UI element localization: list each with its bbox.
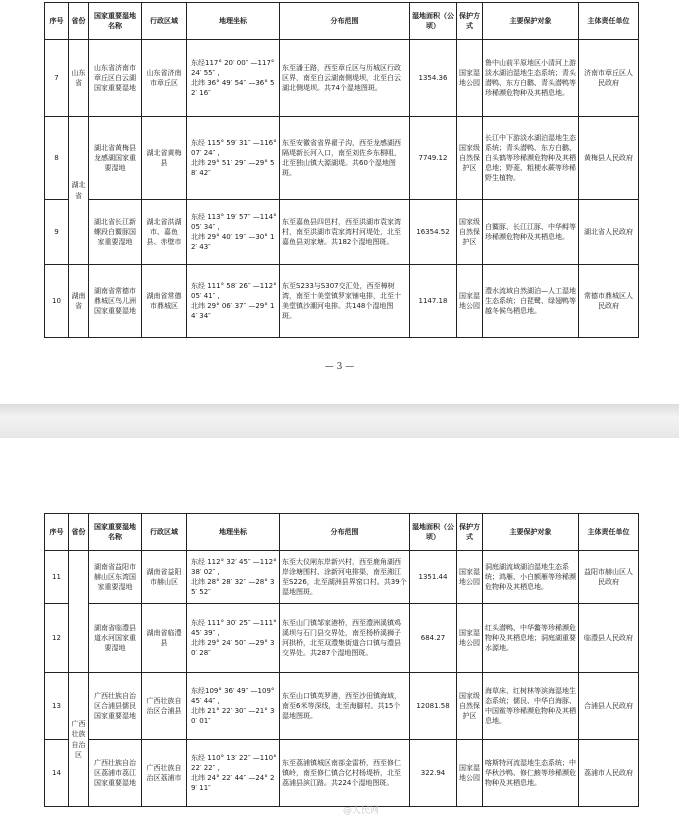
- table-row: [45, 265, 639, 338]
- cell-admin: 广西壮族自治区荔浦市: [142, 740, 187, 807]
- cell-obj: 白鱀豚、长江江豚、中华鲟等珍稀濒危物种及其栖息地。: [483, 200, 579, 265]
- cell-resp: 黄梅县人民政府: [579, 117, 639, 200]
- header-area: 湿地面积（公顷）: [410, 3, 457, 40]
- cell-protect: 国家级自然保护区: [457, 673, 483, 740]
- cell-area: 16354.52: [410, 200, 457, 265]
- header-area: 湿地面积（公顷）: [410, 514, 457, 551]
- cell-obj: 喀斯特河流湿地生态系统；中华秋沙鸭、修仁鮻等珍稀濒危物种及其栖息地。: [483, 740, 579, 807]
- cell-name: 湖南省益阳市赫山区东湾国家重要湿地: [89, 551, 142, 604]
- header-coord: 地理坐标: [187, 3, 280, 40]
- cell-protect: 国家湿地公园: [457, 40, 483, 117]
- cell-prov: 广西壮族自治区: [69, 673, 89, 807]
- cell-no: 9: [45, 200, 69, 265]
- cell-name: 湖南省临澧县道水河国家重要湿地: [89, 604, 142, 673]
- header-no: 序号: [45, 3, 69, 40]
- cell-range: 东至安徽省省界翟子沟，西至龙感湖西隔堤新长河入口，南至刘佐乡东桐咀，北至独山镇大源湖堤。共60个湿地图斑。: [280, 117, 410, 200]
- header-resp: 主体责任单位: [579, 3, 639, 40]
- cell-range: 东至嘉鱼县四邑村，西至洪湖市袁家湾村，南至洪湖市袁家湾村河堤处，北至嘉鱼县刘家塘。共182个湿地图斑。: [280, 200, 410, 265]
- header-prov: 省份: [69, 3, 89, 40]
- cell-admin: 湖北省黄梅县: [142, 117, 187, 200]
- cell-protect: 国家湿地公园: [457, 551, 483, 604]
- table-row: [45, 200, 639, 265]
- cell-admin: 湖南省益阳市赫山区: [142, 551, 187, 604]
- cell-protect: 国家湿地公园: [457, 604, 483, 673]
- cell-coord: [187, 673, 280, 740]
- cell-obj: 洞庭湖流域湖泊湿地生态系统；鸿雁、小白额雁等珍稀濒危物种及其栖息地。: [483, 551, 579, 604]
- watermark: @人民网: [342, 806, 379, 816]
- cell-coord: [187, 117, 280, 200]
- cell-coord: [187, 740, 280, 807]
- cell-range: 东至荔浦镇城区南部金雷桥，西至修仁镇岭，南至修仁镇合亿村杨堤桥，北至荔浦县滨江路。共224个湿地图斑。: [280, 740, 410, 807]
- table-row: [45, 673, 639, 740]
- cell-protect: 国家级自然保护区: [457, 117, 483, 200]
- cell-obj: 澧水流域自然湖泊—人工湿地生态系统；白琵鹭、绿翅鸭等越冬候鸟栖息地。: [483, 265, 579, 338]
- page-gap: [0, 404, 679, 438]
- cell-range: 东至山口镇英罗港，西至沙田镇海域，南至6米等深线，北至海脚村。共15个湿地图斑。: [280, 673, 410, 740]
- cell-admin: 湖南省常德市鼎城区: [142, 265, 187, 338]
- header-range: 分布范围: [280, 514, 410, 551]
- cell-coord: [187, 40, 280, 117]
- header-protect: 保护方式: [457, 514, 483, 551]
- table-row: [45, 40, 639, 117]
- cell-resp: 荔浦市人民政府: [579, 740, 639, 807]
- header-name: 国家重要湿地名称: [89, 3, 142, 40]
- cell-prov: [69, 551, 89, 673]
- cell-no: 11: [45, 551, 69, 604]
- cell-area: 12081.58: [410, 673, 457, 740]
- cell-name: 广西壮族自治区合浦县儒艮国家重要湿地: [89, 673, 142, 740]
- cell-prov: 湖北省: [69, 117, 89, 265]
- cell-no: 7: [45, 40, 69, 117]
- cell-no: 12: [45, 604, 69, 673]
- cell-prov: 山东省: [69, 40, 89, 117]
- header-no: 序号: [45, 514, 69, 551]
- cell-resp: 济南市章丘区人民政府: [579, 40, 639, 117]
- cell-resp: 临澧县人民政府: [579, 604, 639, 673]
- page-number: — 3 —: [324, 362, 355, 372]
- cell-admin: 广西壮族自治区合浦县: [142, 673, 187, 740]
- cell-area: 1354.36: [410, 40, 457, 117]
- table-row: [45, 551, 639, 604]
- cell-no: 8: [45, 117, 69, 200]
- coord-lon: 东经 113° 19′ 57″ —114° 05′ 34″ ,: [191, 212, 277, 231]
- cell-protect: 国家湿地公园: [457, 265, 483, 338]
- cell-coord: [187, 265, 280, 338]
- cell-obj: 海草床、红树林等滨海湿地生态系统；儒艮、中华白海豚、中国鲎等珍稀濒危物种及其栖息地。: [483, 673, 579, 740]
- cell-range: 东至S233与S307交汇处，西至樟树湾，南至十美堂镇罗家铺电排，北至十美堂镇沙潮河电排。共148个湿地图斑。: [280, 265, 410, 338]
- header-range: 分布范围: [280, 3, 410, 40]
- header-obj: 主要保护对象: [483, 3, 579, 40]
- coord-lat: 北纬 29° 51′ 29″ —29° 58′ 42″: [191, 159, 275, 178]
- cell-name: 湖南省常德市鼎城区鸟儿洲国家重要湿地: [89, 265, 142, 338]
- header-resp: 主体责任单位: [579, 514, 639, 551]
- cell-name: 广西壮族自治区荔浦市荔江国家重要湿地: [89, 740, 142, 807]
- cell-range: 东至潘王路，西至章丘区与历城区行政区界，南至白云湖南侧堤坝，北至白云湖北侧堤坝。共74个湿地图斑。: [280, 40, 410, 117]
- cell-area: 1147.18: [410, 265, 457, 338]
- cell-protect: 国家级自然保护区: [457, 200, 483, 265]
- coord-lat: 北纬 29° 40′ 19″ —30° 12′ 43″: [191, 233, 275, 252]
- cell-coord: [187, 551, 280, 604]
- coord-lat: 北纬 24° 22′ 44″ —24° 29′ 11″: [191, 774, 275, 793]
- cell-resp: 合浦县人民政府: [579, 673, 639, 740]
- table-header-row: [45, 3, 639, 40]
- cell-resp: 常德市鼎城区人民政府: [579, 265, 639, 338]
- document-page-1: [0, 0, 679, 404]
- cell-area: 1351.44: [410, 551, 457, 604]
- coord-lon: 东经 115° 59′ 31″ —116° 07′ 24″ ,: [191, 138, 277, 157]
- document-page-2: [0, 438, 679, 821]
- cell-admin: 湖南省临澧县: [142, 604, 187, 673]
- wetland-table-page-2: [44, 513, 639, 807]
- cell-range: 东至大仪闸东岸新兴村，西至鹿角湖西岸涂塘围村、涂新河电排渠，南至湘江至S226，北至湖洲县界窑口村。共39个湿地图斑。: [280, 551, 410, 604]
- coord-lon: 东经117° 20′ 00″ —117° 24′ 55″ ,: [191, 58, 275, 77]
- coord-lon: 东经 111° 30′ 25″ —111° 45′ 39″ ,: [191, 618, 277, 637]
- cell-coord: [187, 200, 280, 265]
- cell-obj: 长江中下游淡水湖泊湿地生态系统；青头潜鸭、东方白鹳、白头鹤等珍稀濒危物种及其栖息地；野菱、粗梗水蕨等珍稀野生植物。: [483, 117, 579, 200]
- cell-name: 湖北省黄梅县龙感湖国家重要湿地: [89, 117, 142, 200]
- cell-resp: 益阳市赫山区人民政府: [579, 551, 639, 604]
- header-obj: 主要保护对象: [483, 514, 579, 551]
- header-protect: 保护方式: [457, 3, 483, 40]
- table-row: [45, 740, 639, 807]
- table-header-row: [45, 514, 639, 551]
- cell-name: 山东省济南市章丘区白云湖国家重要湿地: [89, 40, 142, 117]
- coord-lat: 北纬 29° 06′ 37″ —29° 14′ 34″: [191, 302, 275, 321]
- coord-lon: 东经109° 36′ 49″ —109° 45′ 44″ ,: [191, 686, 275, 705]
- coord-lat: 北纬 36° 49′ 54″ —36° 52′ 16″: [191, 79, 275, 98]
- cell-prov: 湖南省: [69, 265, 89, 338]
- coord-lat: 北纬 21° 22′ 30″ —21° 30′ 01″: [191, 707, 275, 726]
- table-row: [45, 117, 639, 200]
- coord-lat: 北纬 29° 24′ 50″ —29° 30′ 28″: [191, 639, 275, 658]
- header-coord: 地理坐标: [187, 514, 280, 551]
- cell-area: 684.27: [410, 604, 457, 673]
- cell-no: 10: [45, 265, 69, 338]
- wetland-table-page-1: [44, 2, 639, 338]
- header-admin: 行政区域: [142, 3, 187, 40]
- cell-no: 13: [45, 673, 69, 740]
- cell-range: 东至山门镇邹家港桥，西至澧洲溪镇鸡溪坝与石门县交界处，南至杨桥溪狮子河拱桥，北至双澧集街道合口镇与澧县交界处。共287个湿地图斑。: [280, 604, 410, 673]
- coord-lon: 东经 111° 58′ 26″ —112° 05′ 41″ ,: [191, 281, 277, 300]
- cell-name: 湖北省长江新螺段白鱀豚国家重要湿地: [89, 200, 142, 265]
- header-admin: 行政区域: [142, 514, 187, 551]
- cell-admin: 山东省济南市章丘区: [142, 40, 187, 117]
- table-row: [45, 604, 639, 673]
- coord-lat: 北纬 28° 28′ 32″ —28° 35′ 52″: [191, 578, 275, 597]
- coord-lon: 东经 112° 32′ 45″ —112° 38′ 02″ ,: [191, 557, 277, 576]
- cell-obj: 鲁中山前平原地区小清河上游淡水湖泊湿地生态系统；青头潜鸭、东方白鹳、青头潜鸭等珍稀濒危物种及其栖息地。: [483, 40, 579, 117]
- header-name: 国家重要湿地名称: [89, 514, 142, 551]
- cell-area: 7749.12: [410, 117, 457, 200]
- cell-obj: 红头潜鸭、中华鳖等珍稀濒危物种及其栖息地；洞庭湖重要水源地。: [483, 604, 579, 673]
- coord-lon: 东经 110° 13′ 22″ —110° 22′ 22″ ,: [191, 753, 277, 772]
- header-prov: 省份: [69, 514, 89, 551]
- cell-no: 14: [45, 740, 69, 807]
- cell-protect: 国家湿地公园: [457, 740, 483, 807]
- cell-area: 322.94: [410, 740, 457, 807]
- cell-admin: 湖北省洪湖市、嘉鱼县、赤壁市: [142, 200, 187, 265]
- cell-resp: 湖北省人民政府: [579, 200, 639, 265]
- cell-coord: [187, 604, 280, 673]
